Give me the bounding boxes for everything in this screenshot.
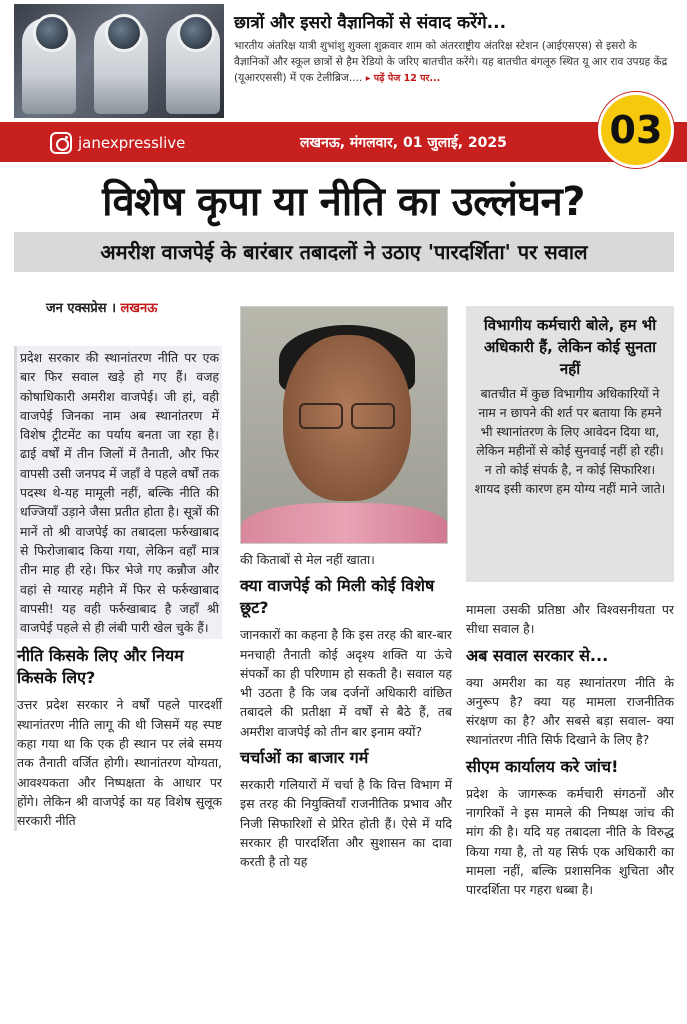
- teaser-body: [234, 38, 674, 87]
- teaser-more-link[interactable]: ▸ पढ़ें पेज 12 पर...: [365, 73, 441, 84]
- paragraph: की किताबों से मेल नहीं खाता।: [240, 552, 375, 567]
- column-left: [14, 346, 222, 831]
- paragraph: सरकारी गलियारों में चर्चा है कि वित्त विभाग में इस तरह की नियुक्तियाँ राजनीतिक प्रभाव और निजी सिफारिशों से प्रेरित होती हैं। ऐसे में यदि सरकार ही पारदर्शिता और सुशासन का दावा करती है तो यह: [240, 777, 452, 870]
- column-middle: [240, 550, 452, 872]
- headline: विशेष कृपा या नीति का उल्लंघन?: [102, 179, 585, 225]
- astronaut-figure: [22, 18, 76, 114]
- employee-quote-box: [466, 306, 674, 582]
- box-body: बातचीत में कुछ विभागीय अधिकारियों ने नाम न छापने की शर्त पर बताया कि हमने भी स्थानांतरण के लिए आवेदन दिया था, लेकिन महीनों से कोई सुनवाई नहीं हो रही। न तो कोई संपर्क है, न कोई सिफारिश। शायद इसी कारण हम योग्य नहीं माने जाते।: [474, 386, 666, 496]
- section-heading: सीएम कार्यालय करे जांच!: [466, 756, 619, 776]
- byline: [46, 298, 157, 316]
- byline-location: लखनऊ: [120, 301, 158, 316]
- byline-separator: ।: [106, 301, 121, 316]
- subheadline: अमरीश वाजपेई के बारंबार तबादलों ने उठाए 'पारदर्शिता' पर सवाल: [14, 232, 674, 272]
- page-number-badge: 03: [598, 92, 674, 168]
- paragraph: प्रदेश के जागरूक कर्मचारी संगठनों और नागरिकों ने इस मामले की निष्पक्ष जांच की मांग की है। यदि यह तबादला नीति के विरुद्ध किया गया है, तो यह सिर्फ एक अधिकारी का मामला नहीं, बल्कि प्रशासनिक शुचिता और पारदर्शिता पर गहरा धब्बा है।: [466, 785, 674, 898]
- social-handle[interactable]: [50, 131, 185, 155]
- teaser-text: भारतीय अंतरिक्ष यात्री शुभांशु शुक्ला शुक्रवार शाम को अंतरराष्ट्रीय अंतरिक्ष स्टेशन (आईएसएस) से इसरो के वैज्ञानिकों और स्कूल छात्रों से हैम रेडियो के जरिए बातचीत करेंगे। यह बातचीत बंगलूरु स्थित यू आर राव उपग्रह केंद्र (यूआरएससी) में एक टेलीब्रिज....: [234, 40, 668, 84]
- portrait-shirt: [241, 503, 448, 544]
- dateline: लखनऊ, मंगलवार, 01 जुलाई, 2025: [300, 135, 507, 151]
- section-heading: चर्चाओं का बाजार गर्म: [240, 748, 369, 768]
- official-portrait-photo: [240, 306, 448, 544]
- astronaut-figure: [94, 18, 148, 114]
- section-heading: नीति किसके लिए और नियम किसके लिए?: [17, 646, 184, 688]
- paragraph: क्या अमरीश का यह स्थानांतरण नीति के अनुरूप है? क्या यह मामला राजनीतिक संरक्षण का है? और सबसे बड़ा सवाल- क्या स्थानांतरण नीति सिर्फ दिखाने के लिए है?: [466, 674, 674, 748]
- portrait-glasses: [299, 403, 395, 427]
- astronaut-figure: [166, 18, 220, 114]
- box-title: विभागीय कर्मचारी बोले, हम भी अधिकारी हैं, लेकिन कोई सुनता नहीं: [483, 316, 657, 378]
- paragraph: उत्तर प्रदेश सरकार ने वर्षों पहले पारदर्शी स्थानांतरण नीति लागू की थी जिसमें यह स्पष्ट कहा गया था कि एक ही स्थान पर लंबे समय तक तैनाती वर्जित होगी। स्थानांतरण योग्यता, आवश्यकता और निष्पक्षता के आधार पर होंगे। लेकिन श्री वाजपेई का यह विशेष सुलूक सरकारी नीति: [17, 697, 222, 829]
- section-heading: अब सवाल सरकार से...: [466, 645, 609, 665]
- paragraph: प्रदेश सरकार की स्थानांतरण नीति पर एक बार फिर सवाल खड़े हो गए हैं। वजह कोषाधिकारी अमरीश वाजपेई। जी हां, वही वाजपेई जिनका नाम अब स्थानांतरण में विशेष ट्रीटमेंट का पर्याय बनता जा रहा है। ढाई वर्षों में तीन जिलों में तैनाती, और फिर वापसी उसी जनपद में जहाँ वे पहले वर्षों तक पदस्थ थे-यह मामूली नहीं, बल्कि नीति की धज्जियाँ उड़ाने जैसा प्रतीत होता है। सूत्रों की मानें तो श्री वाजपेई का तबादला फर्रुखाबाद से फिरोजाबाद किया गया, लेकिन वहाँ मात्र तीन माह ही रहे। फिर भेजे गए कन्नौज और वहां से ग्यारह महीने में फिर से फर्रुखाबाद वापसी! यह वही फर्रुखाबाद है जहाँ श्री वाजपेई पहले से ही लंबी पारी खेल चुके हैं।: [17, 346, 222, 639]
- paragraph: मामला उसकी प्रतिष्ठा और विश्वसनीयता पर सीधा सवाल है।: [466, 602, 674, 637]
- byline-source: जन एक्सप्रेस: [46, 301, 107, 316]
- teaser-title: छात्रों और इसरो वैज्ञानिकों से संवाद करेंगे...: [234, 13, 507, 33]
- masthead-band: [0, 122, 687, 162]
- section-heading: क्या वाजपेई को मिली कोई विशेष छूट?: [240, 576, 435, 618]
- paragraph: जानकारों का कहना है कि इस तरह की बार-बार मनचाही तैनाती कोई अदृश्य शक्ति या ऊंचे संपर्कों का ही परिणाम हो सकती है। सवाल यह भी उठता है कि जब दर्जनों अधिकारी वांछित तबादले की प्रतीक्षा में वर्षों से बैठे हैं, तब अमरीश वाजपेई को तीन बार इनाम क्यों?: [240, 627, 452, 739]
- social-handle-text: janexpresslive: [78, 134, 186, 152]
- instagram-icon: [50, 132, 72, 154]
- teaser-section: [0, 0, 687, 122]
- column-right: [466, 600, 674, 900]
- astronauts-photo: [14, 4, 224, 118]
